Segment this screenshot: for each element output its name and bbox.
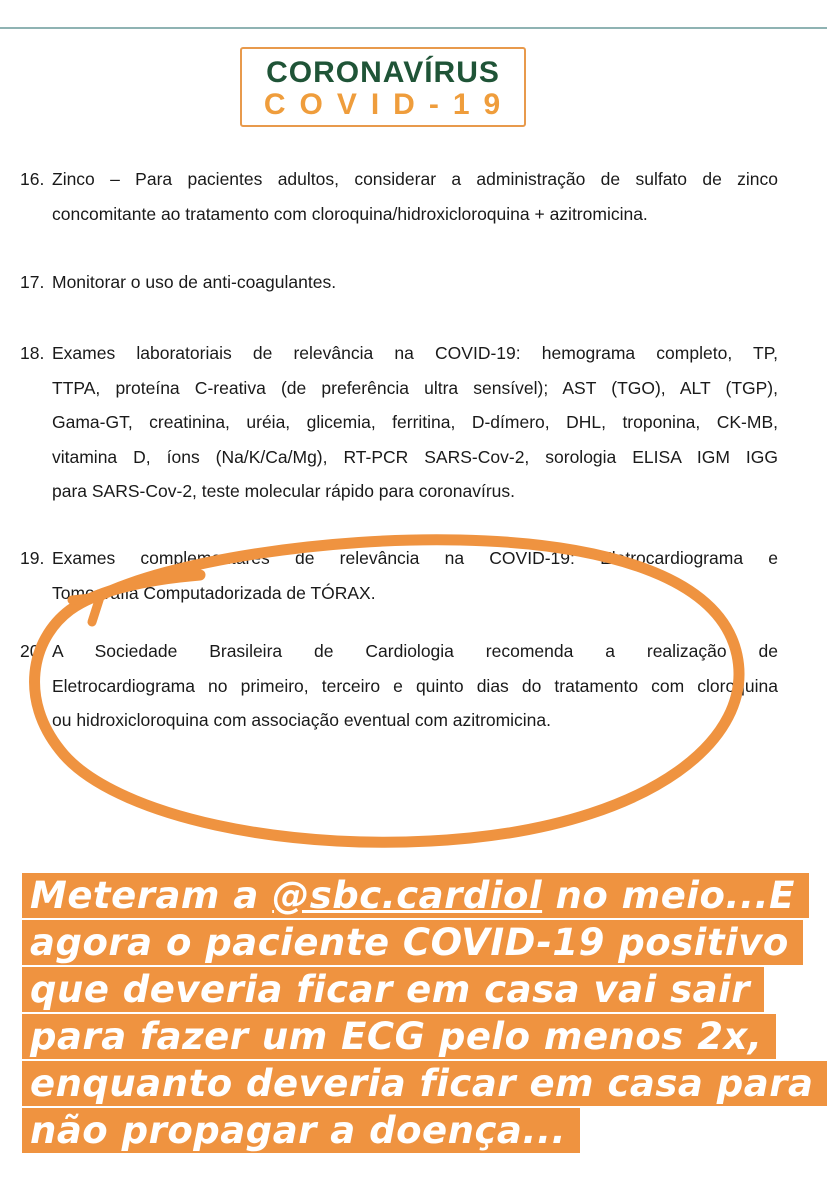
coronavirus-logo bbox=[240, 47, 526, 127]
item-text-line: Exames laboratoriais de relevância na COVID-19: hemograma completo, TP, bbox=[52, 343, 778, 363]
caption-text: Meteram a bbox=[30, 874, 273, 917]
top-divider bbox=[0, 27, 827, 29]
caption-line: agora o paciente COVID-19 positivo bbox=[22, 920, 803, 965]
item-text-line: Exames complementares de relevância na COVID-19: Eletrocardiograma e bbox=[52, 548, 778, 568]
item-text-line: TTPA, proteína C-reativa (de preferência ultra sensível); AST (TGO), ALT (TGP), bbox=[52, 377, 778, 398]
caption-line: enquanto deveria ficar em casa para bbox=[22, 1061, 827, 1106]
item-text-line: Gama-GT, creatinina, uréia, glicemia, ferritina, D-dímero, DHL, troponina, CK-MB, bbox=[52, 412, 778, 432]
item-text-line: Eletrocardiograma no primeiro, terceiro e quinto dias do tratamento com cloroquina bbox=[52, 675, 778, 696]
caption-text: no meio...E bbox=[542, 874, 795, 917]
item-text-line: para SARS-Cov-2, teste molecular rápido para coronavírus. bbox=[52, 481, 515, 501]
item-number: 16. bbox=[20, 169, 45, 189]
mention-link[interactable]: @sbc.cardiol bbox=[272, 874, 543, 917]
caption-line: para fazer um ECG pelo menos 2x, bbox=[22, 1014, 776, 1059]
caption-line: que deveria ficar em casa vai sair bbox=[22, 967, 764, 1012]
item-text-line: vitamina D, íons (Na/K/Ca/Mg), RT-PCR SARS-Cov-2, sorologia ELISA IGM IGG bbox=[52, 446, 778, 467]
item-text-line: ou hidroxicloroquina com associação eventual com azitromicina. bbox=[52, 710, 551, 730]
list-item-18 bbox=[20, 336, 778, 509]
list-item-20 bbox=[20, 634, 778, 738]
item-number: 20. bbox=[20, 641, 45, 661]
list-item-17 bbox=[20, 265, 778, 300]
item-text-line: A Sociedade Brasileira de Cardiologia recomenda a realização de bbox=[52, 641, 778, 661]
logo-subtitle: COVID-19 bbox=[263, 88, 515, 121]
item-text-line: concomitante ao tratamento com cloroquina/hidroxicloroquina + azitromicina. bbox=[52, 203, 648, 224]
item-text-line: Tomografia Computadorizada de TÓRAX. bbox=[52, 582, 376, 603]
list-item-16 bbox=[20, 162, 778, 231]
item-number: 19. bbox=[20, 548, 45, 568]
caption-line bbox=[22, 873, 809, 918]
item-number: 18. bbox=[20, 343, 45, 363]
story-caption-banner bbox=[22, 873, 814, 1155]
item-text-line: Monitorar o uso de anti-coagulantes. bbox=[52, 272, 337, 292]
logo-title: CORONAVÍRUS bbox=[266, 56, 500, 89]
list-item-19 bbox=[20, 541, 778, 610]
item-text-line: Zinco – Para pacientes adultos, considerar a administração de sulfato de zinco bbox=[52, 169, 778, 189]
caption-line: não propagar a doença... bbox=[22, 1108, 580, 1153]
item-number: 17. bbox=[20, 272, 45, 292]
